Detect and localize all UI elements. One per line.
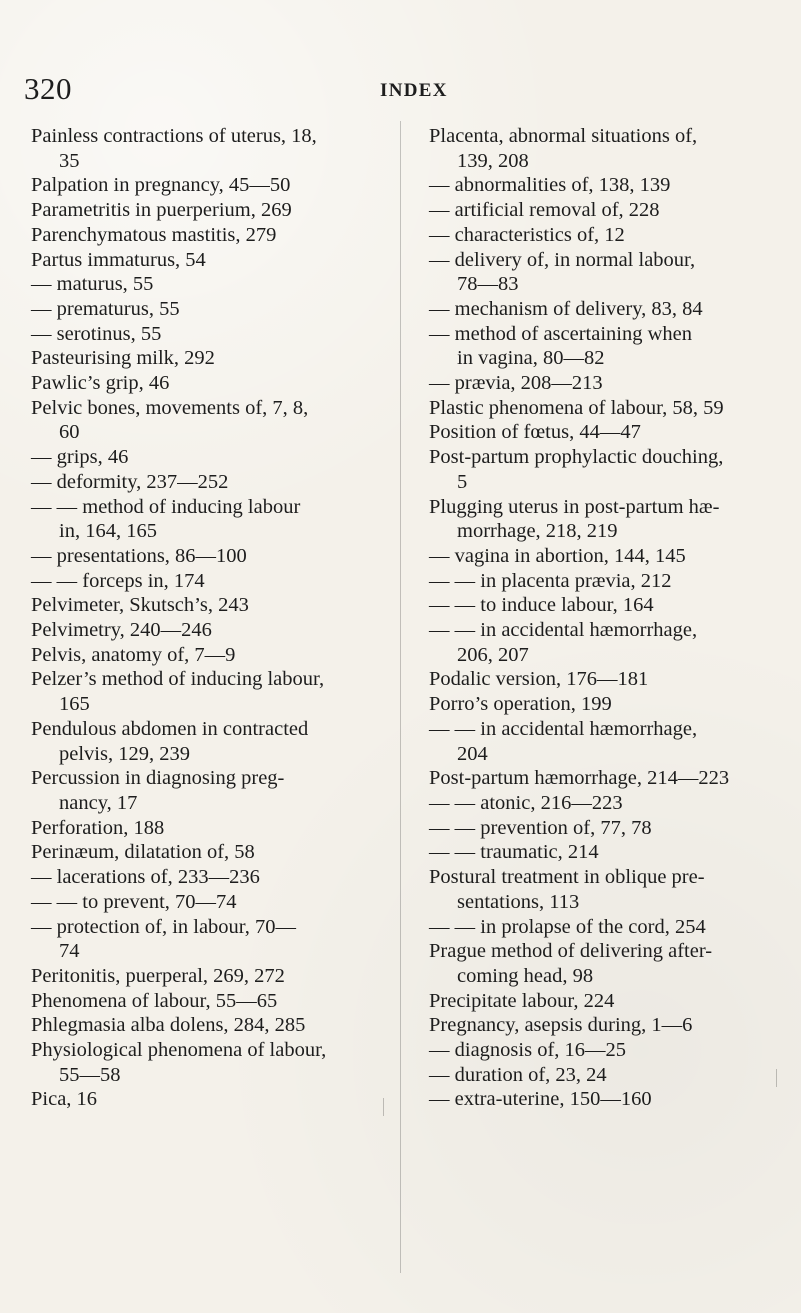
index-entry: — serotinus, 55 <box>31 322 162 345</box>
index-entry: — — atonic, 216—223 <box>429 791 623 814</box>
index-entry: — deformity, 237—252 <box>31 470 229 493</box>
index-entry: Plastic phenomena of labour, 58, 59 <box>429 396 724 419</box>
index-entry: Precipitate labour, 224 <box>429 989 615 1012</box>
index-entry: 74 <box>59 940 80 963</box>
index-entry: — — in accidental hæmorrhage, <box>429 717 698 740</box>
index-entry: Postural treatment in oblique pre- <box>429 866 705 889</box>
index-entry: — — in placenta prævia, 212 <box>429 569 672 592</box>
index-entry: Pelvic bones, movements of, 7, 8, <box>31 396 309 419</box>
index-entry: Pawlic’s grip, 46 <box>31 372 170 395</box>
index-entry: — delivery of, in normal labour, <box>429 248 696 271</box>
index-entry: Plugging uterus in post-partum hæ- <box>429 495 720 518</box>
index-entry: — prævia, 208—213 <box>429 372 603 395</box>
index-entry: Post-partum hæmorrhage, 214—223 <box>429 767 730 790</box>
index-entry: — — forceps in, 174 <box>31 569 205 592</box>
index-entry: Pregnancy, asepsis during, 1—6 <box>429 1014 693 1037</box>
index-entry: Percussion in diagnosing preg- <box>31 767 285 790</box>
index-entry: 139, 208 <box>457 149 529 172</box>
index-entry: Perinæum, dilatation of, 58 <box>31 841 255 864</box>
index-entry: — protection of, in labour, 70— <box>31 915 297 938</box>
index-entry: Podalic version, 176—181 <box>429 668 649 691</box>
index-entry: — method of ascertaining when <box>429 322 693 345</box>
index-entry: — diagnosis of, 16—25 <box>429 1039 627 1062</box>
left-column <box>31 124 391 1112</box>
index-entry: — — prevention of, 77, 78 <box>429 816 652 839</box>
index-entry: 78—83 <box>457 273 519 296</box>
scan-mark <box>383 1098 384 1116</box>
index-entry: Phlegmasia alba dolens, 284, 285 <box>31 1014 306 1037</box>
index-entry: — — in prolapse of the cord, 254 <box>429 915 706 938</box>
index-entry: Prague method of delivering after- <box>429 940 713 963</box>
index-entry: 206, 207 <box>457 643 529 666</box>
index-entry: Palpation in pregnancy, 45—50 <box>31 174 291 197</box>
index-entry: morrhage, 218, 219 <box>457 520 618 543</box>
index-entry: Pica, 16 <box>31 1088 98 1111</box>
page-title: INDEX <box>380 80 448 101</box>
index-entry: — — traumatic, 214 <box>429 841 599 864</box>
index-entry: 35 <box>59 149 80 172</box>
index-entry: — duration of, 23, 24 <box>429 1063 607 1086</box>
index-entry: Position of fœtus, 44—47 <box>429 421 641 444</box>
index-entry: — prematurus, 55 <box>31 297 180 320</box>
index-entry: Partus immaturus, 54 <box>31 248 206 271</box>
index-entry: 204 <box>457 742 488 765</box>
index-entry: in vagina, 80—82 <box>457 347 605 370</box>
index-entry: Pelzer’s method of inducing labour, <box>31 668 325 691</box>
index-entry: — artificial removal of, 228 <box>429 199 660 222</box>
index-entry: 60 <box>59 421 80 444</box>
index-entry: pelvis, 129, 239 <box>59 742 190 765</box>
index-entry: Perforation, 188 <box>31 816 165 839</box>
index-entry: — characteristics of, 12 <box>429 223 625 246</box>
index-entry: Pasteurising milk, 292 <box>31 347 215 370</box>
index-entry: — — method of inducing labour <box>31 495 301 518</box>
index-entry: — abnormalities of, 138, 139 <box>429 174 671 197</box>
page-number: 320 <box>24 71 72 106</box>
index-entry: sentations, 113 <box>457 890 580 913</box>
index-entry: — vagina in abortion, 144, 145 <box>429 544 686 567</box>
index-entry: Pelvimetry, 240—246 <box>31 619 212 642</box>
index-entry: — extra-uterine, 150—160 <box>429 1088 652 1111</box>
index-entry: — — to prevent, 70—74 <box>31 890 237 913</box>
index-entry: Pendulous abdomen in contracted <box>31 717 309 740</box>
column-divider <box>400 121 401 1273</box>
index-entry: — maturus, 55 <box>31 273 154 296</box>
index-entry: — — to induce labour, 164 <box>429 594 654 617</box>
index-entry: Parametritis in puerperium, 269 <box>31 199 292 222</box>
index-entry: Pelvis, anatomy of, 7—9 <box>31 643 236 666</box>
index-entry: coming head, 98 <box>457 964 594 987</box>
index-entry: Physiological phenomena of labour, <box>31 1039 327 1062</box>
index-entry: nancy, 17 <box>59 791 138 814</box>
index-entry: Placenta, abnormal situations of, <box>429 125 698 147</box>
index-entry: — presentations, 86—100 <box>31 544 247 567</box>
index-entry: 5 <box>457 470 468 493</box>
index-entry: Post-partum prophylactic douching, <box>429 446 724 469</box>
right-column <box>429 124 781 1112</box>
index-entry: Porro’s operation, 199 <box>429 693 612 716</box>
index-entry: Peritonitis, puerperal, 269, 272 <box>31 964 285 987</box>
index-entry: Parenchymatous mastitis, 279 <box>31 223 277 246</box>
index-entry: in, 164, 165 <box>59 520 157 543</box>
index-entry: Pelvimeter, Skutsch’s, 243 <box>31 594 249 617</box>
index-entry: 55—58 <box>59 1063 121 1086</box>
index-entry: 165 <box>59 693 90 716</box>
index-entry: Phenomena of labour, 55—65 <box>31 989 278 1012</box>
index-entry: — grips, 46 <box>31 446 129 469</box>
scan-mark <box>776 1069 777 1087</box>
index-entry: — lacerations of, 233—236 <box>31 866 260 889</box>
index-entry: Painless contractions of uterus, 18, <box>31 125 317 147</box>
index-entry: — mechanism of delivery, 83, 84 <box>429 297 703 320</box>
index-entry: — — in accidental hæmorrhage, <box>429 619 698 642</box>
